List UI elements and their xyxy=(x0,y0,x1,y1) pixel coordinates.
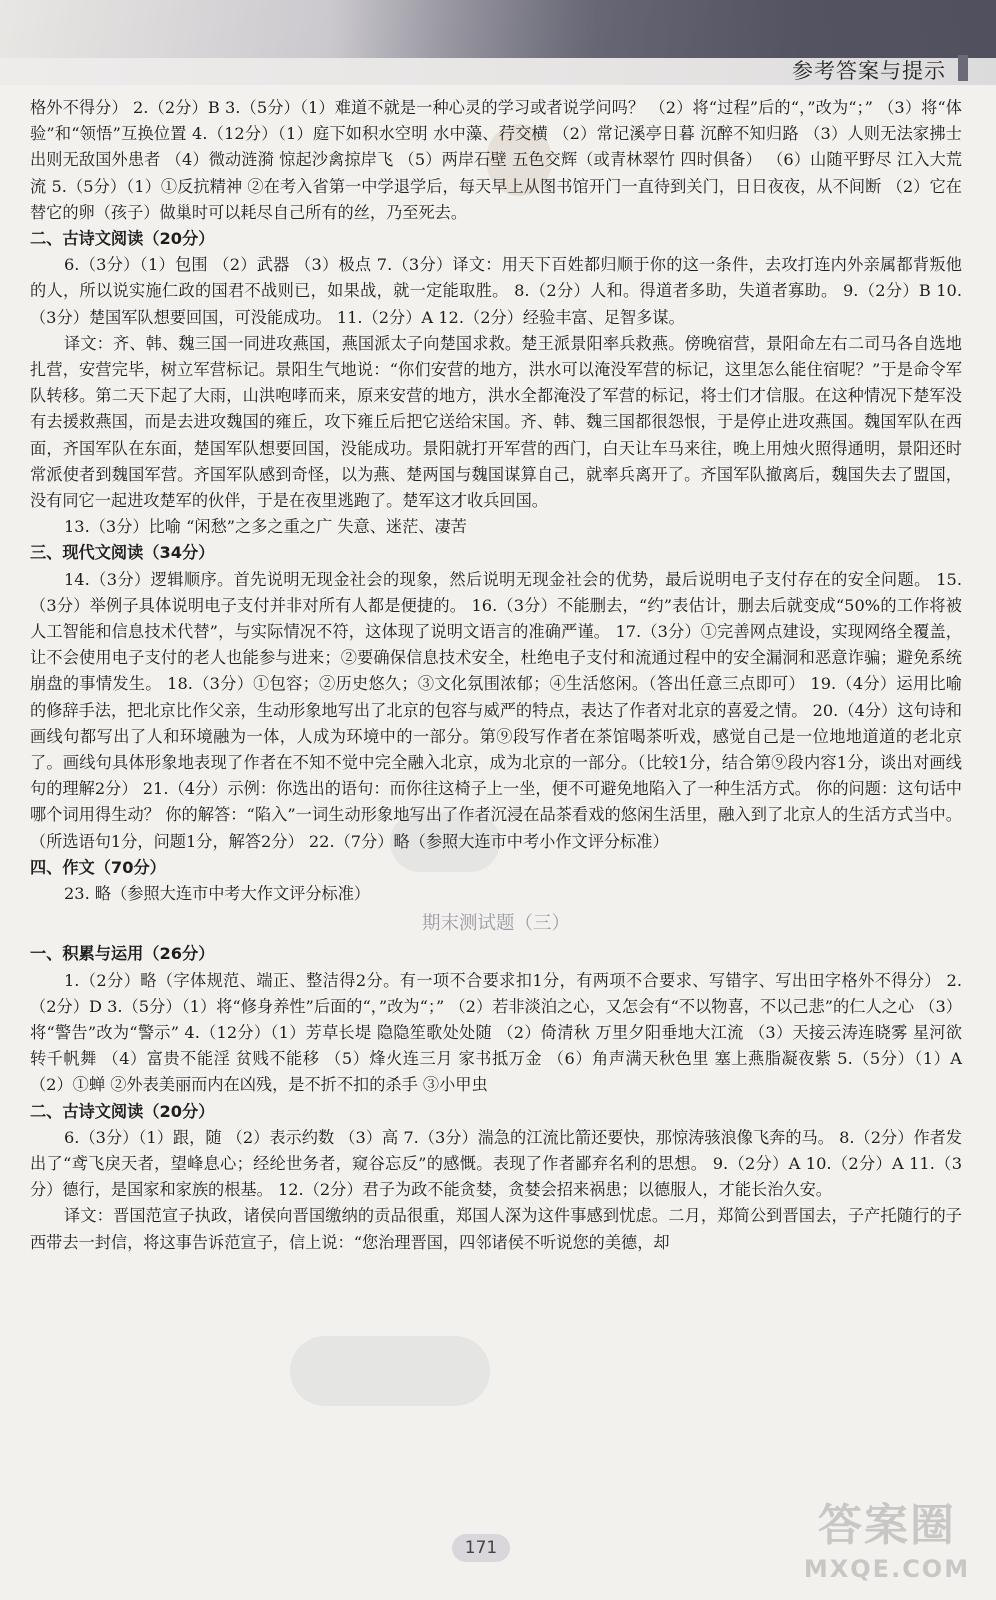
section-heading: 四、作文（70分） xyxy=(30,857,166,877)
header-banner-shade xyxy=(330,0,996,58)
section-heading: 一、积累与运用（26分） xyxy=(30,944,215,964)
answer-paragraph: 23. 略（参照大连市中考大作文评分标准） xyxy=(64,884,371,904)
answer-content xyxy=(30,95,962,1256)
page-number: 171 xyxy=(452,1534,510,1562)
section-heading: 三、现代文阅读（34分） xyxy=(30,543,215,563)
answer-paragraph: 6.（3分）（1）跟，随 （2）表示约数 （3）高 7.（3分）湍急的江流比箭还要快，那惊涛骇浪像飞奔的马。 8.（2分）作者发出了“鸢飞戾天者，望峰息心；经纶世务者，窥谷忘反”的感慨。表现了作者鄙弃名利的思想。 9.（2分）A 10.（2分）A 11.（3分）德行，是国家和家族的根基。 12.（2分）君子为政不能贪婪，贪婪会招来祸患；以德服人，才能长治久安。 xyxy=(30,1127,962,1200)
section-heading: 二、古诗文阅读（20分） xyxy=(30,1101,215,1121)
answer-paragraph: 格外不得分） 2.（2分）B 3.（5分）（1）难道不就是一种心灵的学习或者说学问吗？ （2）将“过程”后的“，”改为“；” （3）将“体验”和“领悟”互换位置 4.（12分）（1）庭下如积水空明 水中藻、荇交横 （2）常记溪亭日暮 沉醉不知归路 （3）人则无法家拂士 出则无敌国外患者 （4）微动涟漪 惊起沙禽掠岸飞 （5）两岸石壁 五色交辉（或青林翠竹 四时俱备） （6）山随平野尽 江入大荒流 5.（5分）（1）①反抗精神 ②在考入省第一中学退学后，每天早上从图书馆开门一直待到关门，日日夜夜，从不间断 （2）它在替它的卵（孩子）做巢时可以耗尽自己所有的丝，乃至死去。 xyxy=(30,98,962,222)
answer-paragraph: 13.（3分）比喻 “闲愁”之多之重之广 失意、迷茫、凄苦 xyxy=(64,517,467,537)
answer-paragraph: 1.（2分）略（字体规范、端正、整洁得2分。有一项不合要求扣1分，有两项不合要求、写错字、写出田字格外不得分） 2.（2分）D 3.（5分）（1）将“修身养性”后面的“，”改为“；” （2）若非淡泊之心，又怎会有“不以物喜，不以己悲”的仁人之心 （3）将“警告”改为“警示” 4.（12分）（1）芳草长堤 隐隐笙歌处处随 （2）倚清秋 万里夕阳垂地大江流 （3）天接云涛连晓雾 星河欲转千帆舞 （4）富贵不能淫 贫贱不能移 （5）烽火连三月 家书抵万金 （6）角声满天秋色里 塞上燕脂凝夜紫 5.（5分）（1）A （2）①蝉 ②外表美丽而内在凶残，是不折不扣的杀手 ③小甲虫 xyxy=(30,970,962,1095)
answer-paragraph: 14.（3分）逻辑顺序。首先说明无现金社会的现象，然后说明无现金社会的优势，最后说明电子支付存在的安全问题。 15.（3分）举例子具体说明电子支付并非对所有人都是便捷的。 16.（3分）不能删去，“约”表估计，删去后就变成“50%的工作将被人工智能和信息技术代替”，与实际情况不符，这体现了说明文语言的准确严谨。 17.（3分）①完善网点建设，实现网络全覆盖，让不会使用电子支付的老人也能参与进来；②要确保信息技术安全，杜绝电子支付和流通过程中的安全漏洞和恶意诈骗；避免系统崩盘的事情发生。 18.（3分）①包容；②历史悠久；③文化氛围浓郁；④生活悠闲。（答出任意三点即可） 19.（4分）运用比喻的修辞手法，把北京比作父亲，生动形象地写出了北京的包容与威严的特点，表达了作者对北京的喜爱之情。 20.（4分）这句诗和画线句都写出了人和环境融为一体，人成为环境中的一部分。第⑨段写作者在茶馆喝茶听戏，感觉自己是一位地地道道的老北京了。画线句具体形象地表现了作者在不知不觉中完全融入北京，成为北京的一部分。（比较1分，结合第⑨段内容1分，谈出对画线句的理解2分） 21.（4分）示例：你选出的语句：而你往这椅子上一坐，便不可避免地陷入了一种生活方式。 你的问题：这句话中哪个词用得生动？ 你的解答：“陷入”一词生动形象地写出了作者沉浸在品茶看戏的悠闲生活里，融入到了北京人的生活方式当中。（所选语句1分，问题1分，解答2分） 22.（7分）略（参照大连市中考小作文评分标准） xyxy=(30,569,962,851)
header-marker xyxy=(958,55,968,81)
answer-paragraph: 译文：齐、韩、魏三国一同进攻燕国，燕国派太子向楚国求救。楚王派景阳率兵救燕。傍晚宿营，景阳命左右二司马各自选地扎营，安营完毕，树立军营标记。景阳生气地说：“你们安营的地方，洪水可以淹没军营的标记，这里怎么能住宿呢？”于是命令军队转移。第二天下起了大雨，山洪咆哮而来，原来安营的地方，洪水全都淹没了军营的标记，将士们才信服。在这种情况下楚军没有去援救燕国，而是去进攻魏国的雍丘，攻下雍丘后把它送给宋国。齐、韩、魏三国都很怨恨，于是停止进攻燕国。魏国军队在西面，齐国军队在东面，楚国军队想要回国，没能成功。景阳就打开军营的西门，白天让车马来往，晚上用烛火照得通明，景阳还时常派使者到魏国军营。齐国军队感到奇怪，以为燕、楚两国与魏国谋算自己，就率兵离开了。齐国军队撤离后，魏国失去了盟国，没有同它一起进攻楚军的伙伴，于是在夜里逃跑了。楚军这才收兵回国。 xyxy=(30,333,962,511)
answer-paragraph: 6.（3分）（1）包围 （2）武器 （3）极点 7.（3分）译文：用天下百姓都归顺于你的这一条件，去攻打连内外亲属都背叛他的人，所以说实施仁政的国君不战则已，如果战，就一定能取胜。 8.（2分）人和。得道者多助，失道者寡助。 9.（2分）B 10.（3分）楚国军队想要回国，可没能成功。 11.（2分）A 12.（2分）经验丰富、足智多谋。 xyxy=(30,255,962,327)
site-watermark-logo xyxy=(802,1498,972,1594)
watermark-url: MXQE.COM xyxy=(803,1555,971,1583)
section-heading: 二、古诗文阅读（20分） xyxy=(30,229,215,249)
watermark-brand: 答案圈 xyxy=(818,1500,956,1551)
page-header-title: 参考答案与提示 xyxy=(792,59,946,83)
watermark-blot xyxy=(290,1336,490,1406)
test-title: 期末测试题（三） xyxy=(421,913,570,935)
answer-paragraph: 译文：晋国范宣子执政，诸侯向晋国缴纳的贡品很重，郑国人深为这件事感到忧虑。二月，郑简公到晋国去，子产托随行的子西带去一封信，将这事告诉范宣子，信上说：“您治理晋国，四邻诸侯不听说您的美德，却 xyxy=(30,1206,962,1252)
